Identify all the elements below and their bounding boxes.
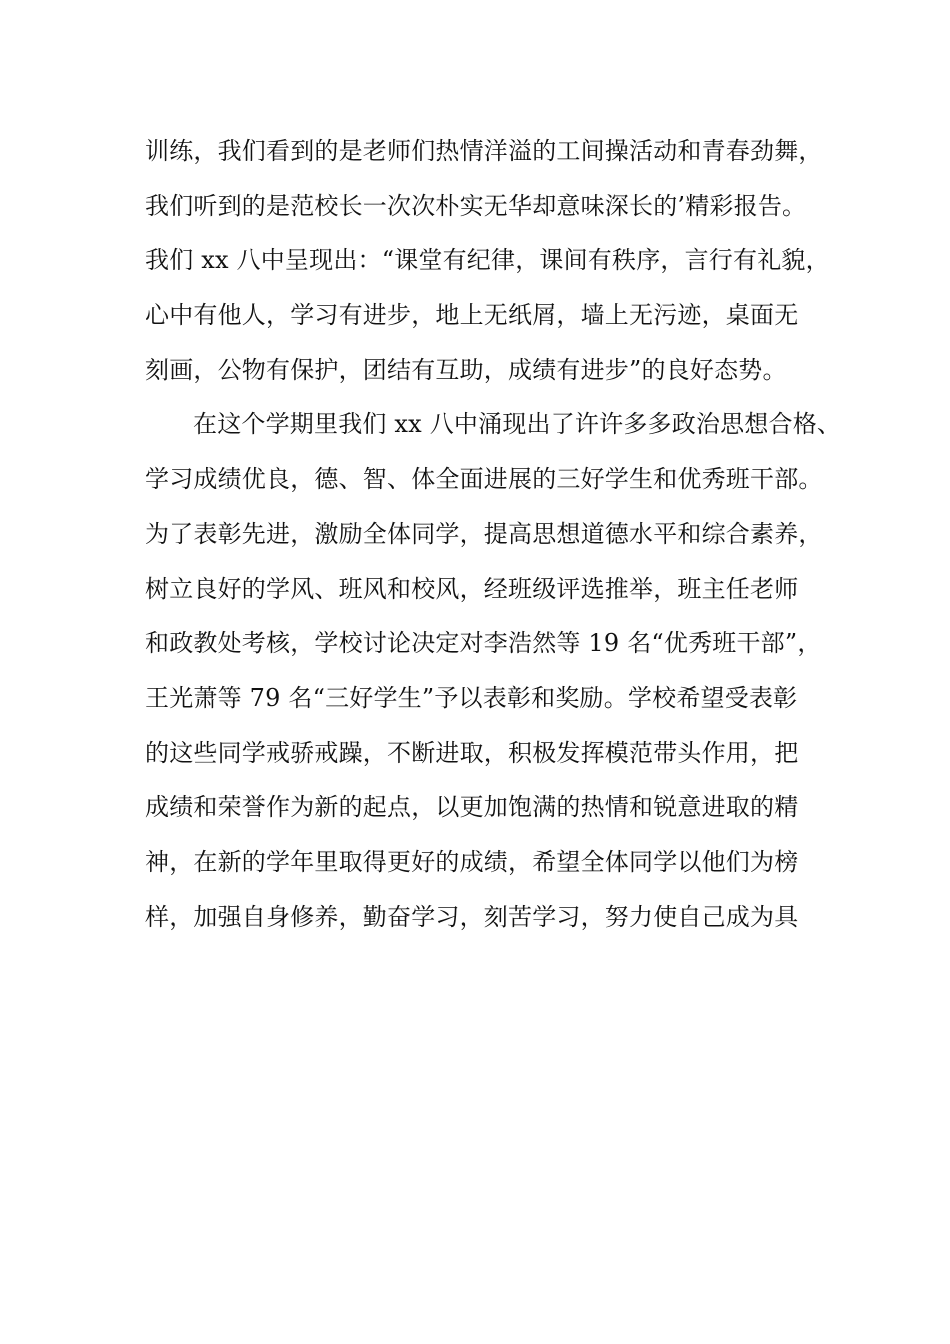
- text-line: 树立良好的学风、班风和校风，经班级评选推举，班主任老师: [145, 574, 799, 603]
- text-line: 样，加强自身修养，勤奋学习，刻苦学习，努力使自己成为具: [145, 902, 799, 931]
- text-line: 为了表彰先进，激励全体同学，提高思想道德水平和综合素养，: [145, 519, 823, 548]
- text-line: 的这些同学戒骄戒躁，不断进取，积极发挥模范带头作用，把: [145, 738, 799, 767]
- document-body: [145, 124, 845, 944]
- text-line: 心中有他人，学习有进步，地上无纸屑，墙上无污迹，桌面无: [145, 301, 799, 330]
- text-line: 成绩和荣誉作为新的起点，以更加饱满的热情和锐意进取的精: [145, 793, 799, 822]
- text-line: 刻画，公物有保护，团结有互助，成绩有进步”的良好态势。: [145, 355, 787, 384]
- text-line: 我们听到的是范校长一次次朴实无华却意味深长的’精彩报告。: [145, 191, 807, 220]
- paragraph-start-line: 在这个学期里我们 xx 八中涌现出了许许多多政治思想合格、: [193, 410, 842, 439]
- text-line: 和政教处考核，学校讨论决定对李浩然等 19 名“优秀班干部”，: [145, 629, 822, 658]
- text-line: 训练，我们看到的是老师们热情洋溢的工间操活动和青春劲舞，: [145, 137, 823, 165]
- text-line: 王光萧等 79 名“三好学生”予以表彰和奖励。学校希望受表彰: [145, 683, 798, 712]
- text-line: 我们 xx 八中呈现出：“课堂有纪律，课间有秩序，言行有礼貌，: [145, 246, 830, 275]
- text-line: 学习成绩优良，德、智、体全面进展的三好学生和优秀班干部。: [145, 465, 823, 494]
- text-line: 神，在新的学年里取得更好的成绩，希望全体同学以他们为榜: [145, 847, 799, 876]
